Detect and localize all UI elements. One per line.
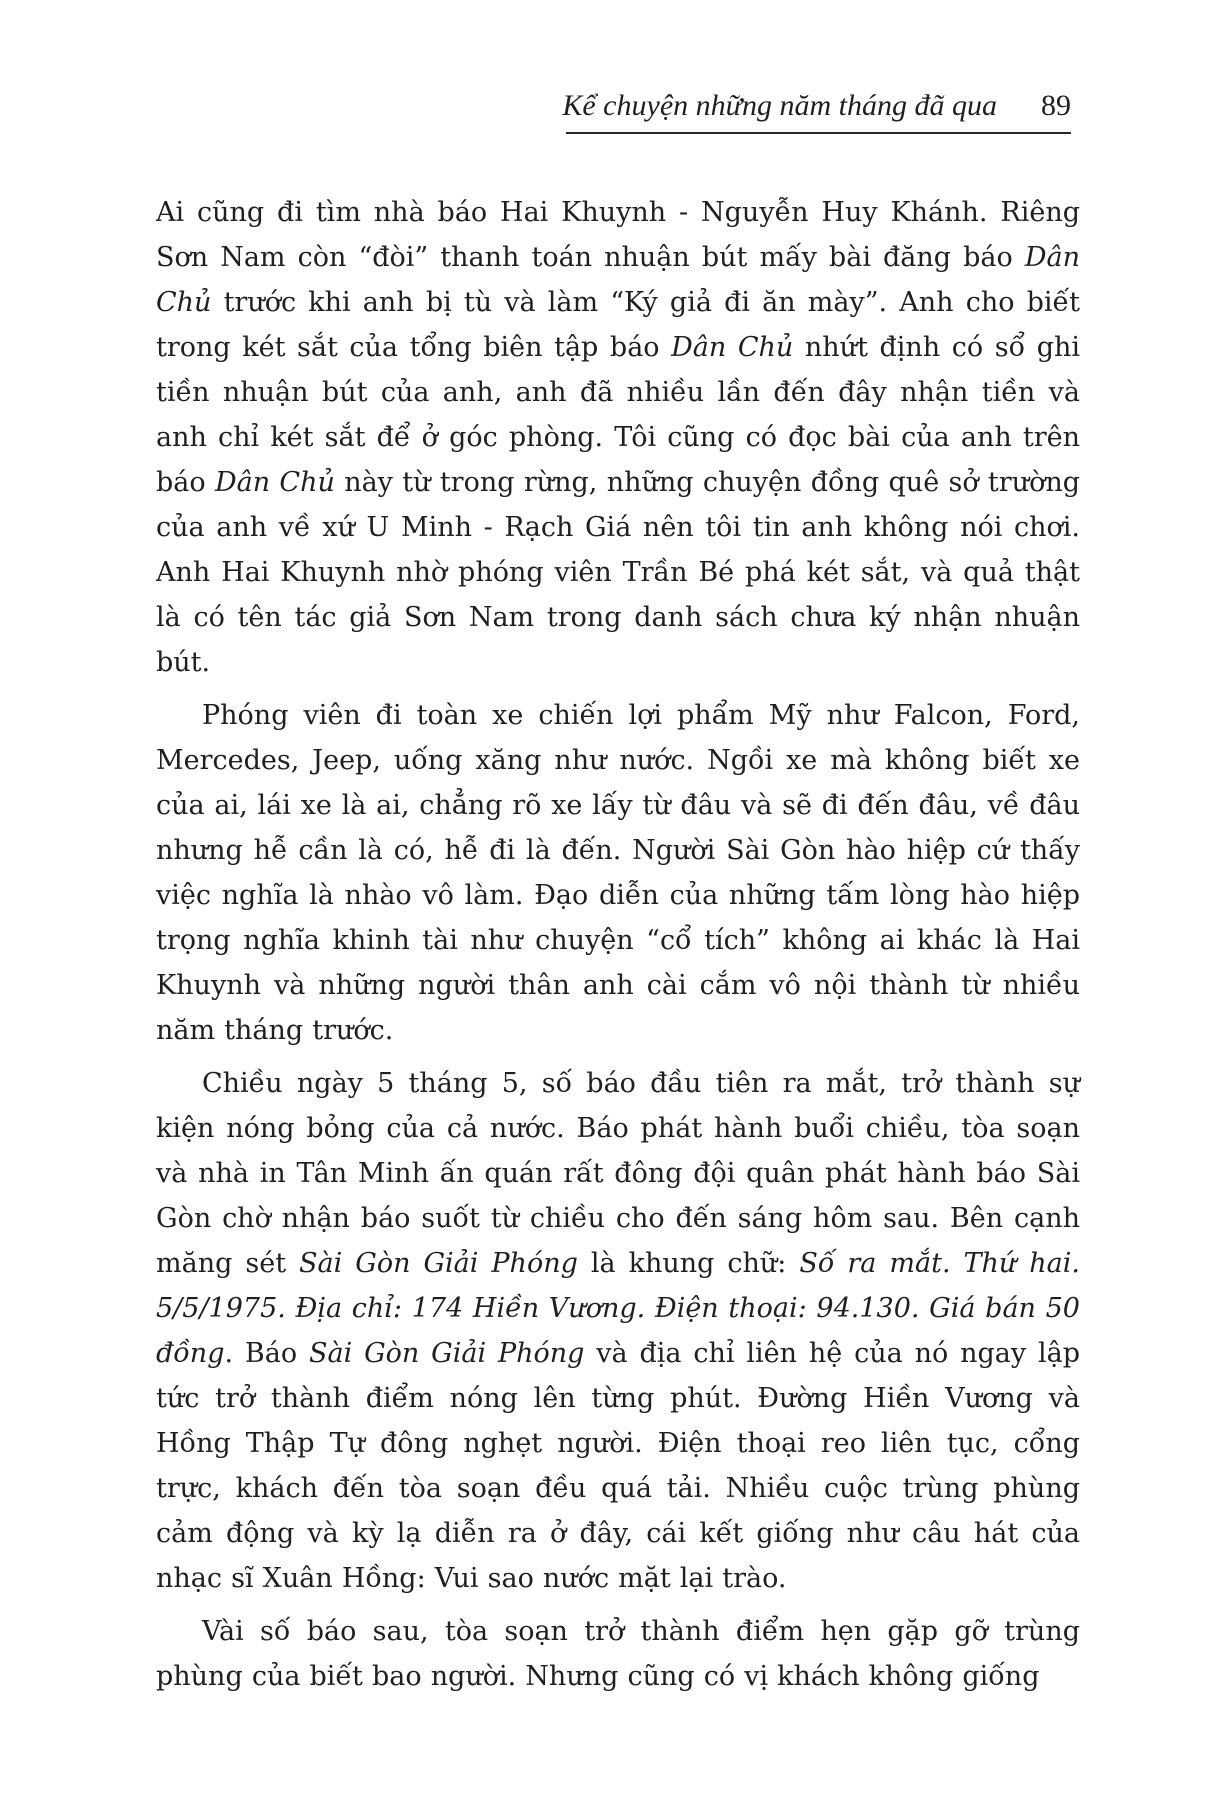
text-segment: nhứt định có sổ ghi tiền nhuận bút của anh, anh đã nhiều lần đến đây nhận tiền và anh chỉ két sắt để ở góc phòng. Tôi cũng có đọc bài của anh trên báo	[156, 332, 1080, 498]
running-header	[562, 88, 1071, 124]
text-segment: Ai cũng đi tìm nhà báo Hai Khuynh - Nguyễn Huy Khánh. Riêng Sơn Nam còn “đòi” thanh toán nhuận bút mấy bài đăng báo	[156, 197, 1080, 273]
text-segment: Phóng viên đi toàn xe chiến lợi phẩm Mỹ như Falcon, Ford, Mercedes, Jeep, uống xăng như nước. Ngồi xe mà không biết xe của ai, lái xe là ai, chẳng rõ xe lấy từ đâu và sẽ đi đến đâu, về đâu nhưng hễ cần là có, hễ đi là đến. Người Sài Gòn hào hiệp cứ thấy việc nghĩa là nhào vô làm. Đạo diễn của những tấm lòng hào hiệp trọng nghĩa khinh tài như chuyện “cổ tích” không ai khác là Hai Khuynh và những người thân anh cài cắm vô nội thành từ nhiều năm tháng trước.	[156, 700, 1080, 1046]
text-segment: này từ trong rừng, những chuyện đồng quê sở trường của anh về xứ U Minh - Rạch Giá nên tôi tin anh không nói chơi. Anh Hai Khuynh nhờ phóng viên Trần Bé phá két sắt, và quả thật là có tên tác giả Sơn Nam trong danh sách chưa ký nhận nhuận bút.	[156, 467, 1081, 678]
italic-text-segment: Dân Chủ	[156, 242, 1080, 318]
italic-text-segment: Sài Gòn Giải Phóng	[299, 1248, 578, 1279]
paragraph	[156, 1609, 1080, 1699]
text-segment: và địa chỉ liên hệ của nó ngay lập tức trở thành điểm nóng lên từng phút. Đường Hiền Vương và Hồng Thập Tự đông nghẹt người. Điện thoại reo liên tục, cổng trực, khách đến tòa soạn đều quá tải. Nhiều cuộc trùng phùng cảm động và kỳ lạ diễn ra ở đây, cái kết giống như câu hát của nhạc sĩ Xuân Hồng: Vui sao nước mặt lại trào.	[156, 1338, 1080, 1594]
paragraph	[156, 1061, 1080, 1601]
paragraph	[156, 693, 1080, 1053]
header-rule	[566, 132, 1071, 134]
running-title: Kể chuyện những năm tháng đã qua	[562, 89, 997, 122]
italic-text-segment: Sài Gòn Giải Phóng	[308, 1338, 585, 1369]
text-segment: trước khi anh bị tù và làm “Ký giả đi ăn mày”. Anh cho biết trong két sắt của tổng biên tập báo	[156, 287, 1080, 363]
text-segment: Vài số báo sau, tòa soạn trở thành điểm hẹn gặp gỡ trùng phùng của biết bao người. Nhưng cũng có vị khách không giống	[156, 1616, 1080, 1692]
text-segment: . Báo	[224, 1338, 309, 1369]
text-segment: Chiều ngày 5 tháng 5, số báo đầu tiên ra mắt, trở thành sự kiện nóng bỏng của cả nước. Báo phát hành buổi chiều, tòa soạn và nhà in Tân Minh ấn quán rất đông đội quân phát hành báo Sài Gòn chờ nhận báo suốt từ chiều cho đến sáng hôm sau. Bên cạnh măng sét	[156, 1068, 1080, 1279]
page-number: 89	[1041, 89, 1071, 122]
body-text	[156, 190, 1080, 1699]
text-segment: là khung chữ:	[577, 1248, 800, 1279]
italic-text-segment: Số ra mắt. Thứ hai. 5/5/1975. Địa chỉ: 174 Hiền Vương. Điện thoại: 94.130. Giá bán 50 đồng	[156, 1248, 1080, 1369]
italic-text-segment: Dân Chủ	[671, 332, 794, 363]
paragraph	[156, 190, 1080, 685]
italic-text-segment: Dân Chủ	[214, 467, 335, 498]
